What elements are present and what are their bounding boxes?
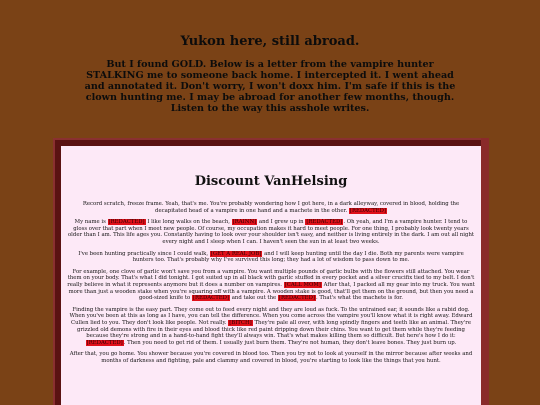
paragraph-text: and take out the <box>231 295 277 302</box>
paragraph-text: Record scratch, freeze frame. Yeah, that's me. You're probably wondering how I got here, in a dark alleyway, covered in blood, holding the decapitated head of a vampire in one hand and a machete in the other. <box>82 201 460 214</box>
redaction-mark: [REDACTED] <box>192 295 230 302</box>
paragraph-text: I've been hunting practically since I could walk, <box>78 250 209 257</box>
letter-paragraph-2 <box>61 219 481 245</box>
intro-paragraph: But I found GOLD. Below is a letter from the vampire hunter STALKING me to someone back home. I intercepted it. I went ahead and annotated it. Don't worry, I won't doxx him. I'm safe if this is the clown hunting me. I may be abroad for another few months, though. Listen to the way this asshole writes. <box>84 59 456 115</box>
paragraph-text: They're pale all over, with long spindly fingers and teeth like an animal. They're grizzled old demons with fire in their eyes and blood thick like red paint dripping down their chins. You want to get them while they're feeding because they're strong and in a hand-to-hand fight they'll always win. That's what makes killing them so difficult. But here's how I do it: <box>77 319 471 340</box>
redaction-mark: [CALL MOM] <box>284 281 321 288</box>
paragraph-text: After that, I packed all my gear into my truck. You want more than just a wooden stake when you're squaring off with a vampire. A wooden stake is good, that'll get them on the ground, but then you need a good-sized knife to <box>68 281 475 302</box>
letter-title: Discount VanHelsing <box>194 174 348 189</box>
redaction-mark: [BITCH] <box>229 319 252 326</box>
letter-paragraph-6 <box>61 351 481 364</box>
paragraph-text: My name is <box>74 219 106 226</box>
letter-paragraph-5 <box>61 307 481 347</box>
letter-frame-edge <box>481 138 489 405</box>
redaction-mark: [RAINN] <box>232 219 257 226</box>
redaction-mark: [REDACTED] <box>306 219 343 226</box>
paragraph-text: I like long walks on the beach, <box>147 219 230 226</box>
paragraph-text: . Then you need to get rid of them. I usually just burn them. They're not human, they don't leave bones. They just burn up. <box>123 339 457 346</box>
letter-paragraph-4 <box>61 269 481 302</box>
redaction-mark: [REDACTED] <box>349 207 386 214</box>
paragraph-text: Finding the vampire is the easy part. They come out to feed every night and they are loud as fuck. To the untrained ear, it sounds like a rabid dog. When you've been at this as long as I have, you can tell the difference. When you come across the vampire you'll know what it is right away. Edward Cullen lied to you. They don't look like people. Not really. <box>69 306 473 326</box>
letter-paragraph-1 <box>61 201 481 214</box>
letter-paragraph-3 <box>61 251 481 264</box>
redaction-mark: [GET A REAL JOB] <box>210 250 262 257</box>
paragraph-text: and I grew up in <box>258 219 304 226</box>
paragraph-text: . Oh yeah, and I'm a vampire hunter. I tend to gloss over that part when I meet new people. Of course, my occupation makes it hard to meet people. For one thing, I probably look twenty years older than I am. This life ages you. Constantly having to look over your shoulder isn't easy, and neither is living entirely in the dark. I am out all night every night and I sleep when I can. I haven't seen the sun in at least two weeks. <box>67 219 475 245</box>
letter-panel <box>61 146 481 405</box>
page-title: Yukon here, still abroad. <box>180 34 360 49</box>
paragraph-text: . That's what the machete is for. <box>315 295 403 302</box>
paragraph-text: For example, one clove of garlic won't save you from a vampire. You want multiple pounds of garlic bulbs with the flowers still attached. You wear them on your body. That's what I did tonight. I got suited up in all black with garlic stuffed in every pocket and a silver crucifix tied to my belt. I don't really believe in what it represents anymore but it does a number on vampires. <box>67 268 475 288</box>
redaction-mark: [REDACTED] <box>86 339 123 346</box>
paragraph-text: and I will keep hunting until the day I die. Both my parents were vampire hunters too. That's probably why I've survived this long; they had a lot of wisdom to pass down to me. <box>132 250 464 264</box>
paragraph-text: After that, you go home. You shower because you're covered in blood too. Then you try not to look at yourself in the mirror because after weeks and months of darkness and fighting, pale and clammy and covered in blood, you're starting to look like the things that you hunt. <box>69 351 473 364</box>
redaction-mark: [REDACTED] <box>278 295 315 302</box>
redaction-mark: [REDACTED] <box>108 219 145 226</box>
